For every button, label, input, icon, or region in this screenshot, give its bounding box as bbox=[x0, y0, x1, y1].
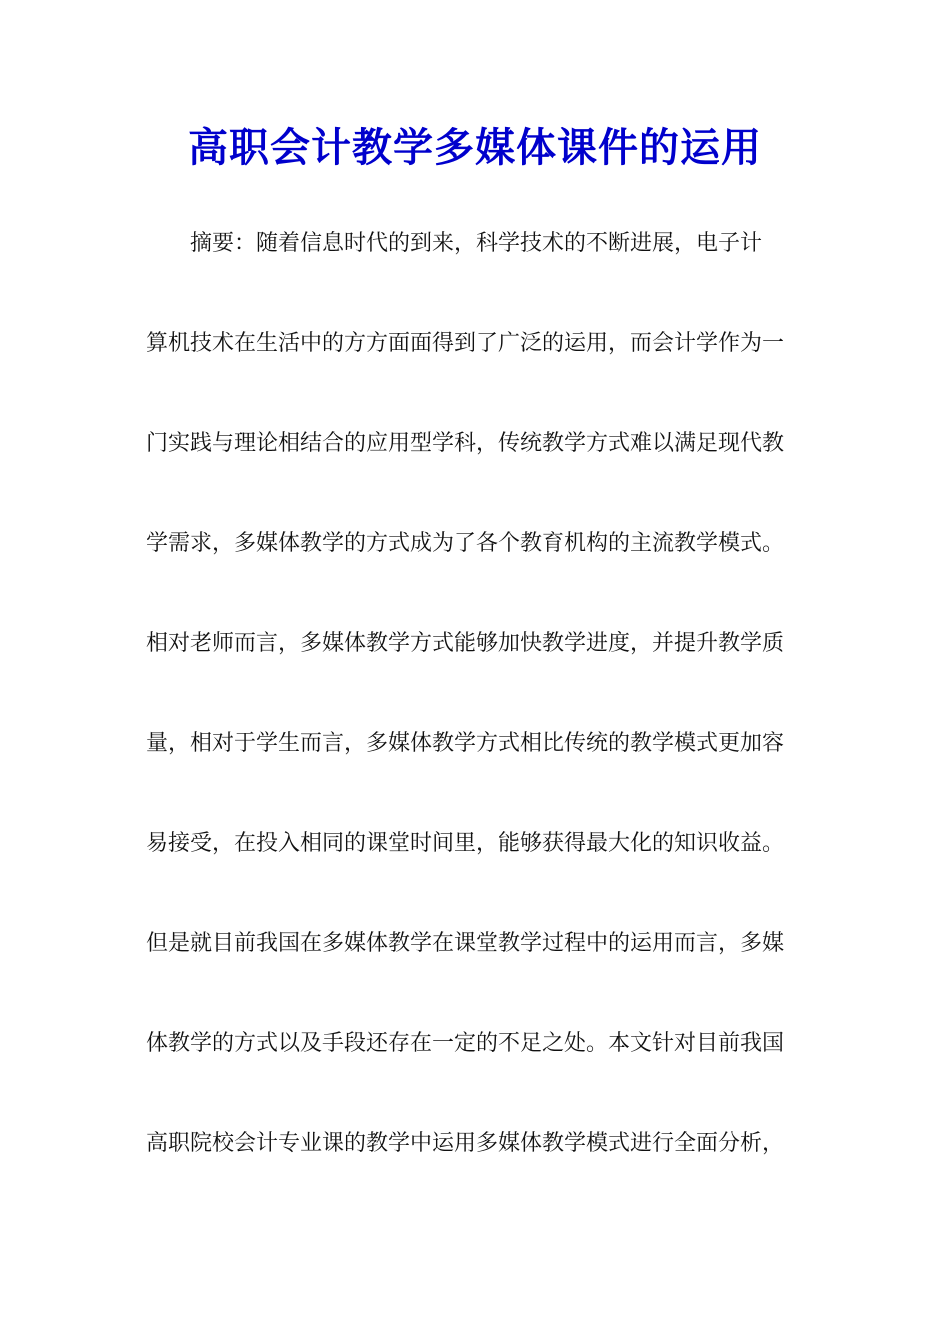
body-line: 算机技术在生活中的方方面面得到了广泛的运用，而会计学作为一 bbox=[146, 331, 785, 356]
body-line: 量，相对于学生而言，多媒体教学方式相比传统的教学模式更加容 bbox=[146, 731, 785, 756]
body-line: 相对老师而言，多媒体教学方式能够加快教学进度，并提升教学质 bbox=[146, 631, 785, 656]
body-line: 摘要：随着信息时代的到来，科学技术的不断进展，电子计 bbox=[146, 231, 763, 256]
body-line: 学需求，多媒体教学的方式成为了各个教育机构的主流教学模式。 bbox=[146, 531, 785, 556]
body-line: 门实践与理论相结合的应用型学科，传统教学方式难以满足现代教 bbox=[146, 431, 785, 456]
body-line: 但是就目前我国在多媒体教学在课堂教学过程中的运用而言，多媒 bbox=[146, 931, 785, 956]
body-line: 高职院校会计专业课的教学中运用多媒体教学模式进行全面分析， bbox=[146, 1131, 785, 1156]
document-title: 高职会计教学多媒体课件的运用 bbox=[188, 124, 762, 171]
body-line: 体教学的方式以及手段还存在一定的不足之处。本文针对目前我国 bbox=[146, 1031, 785, 1056]
body-line: 易接受，在投入相同的课堂时间里，能够获得最大化的知识收益。 bbox=[146, 831, 785, 856]
